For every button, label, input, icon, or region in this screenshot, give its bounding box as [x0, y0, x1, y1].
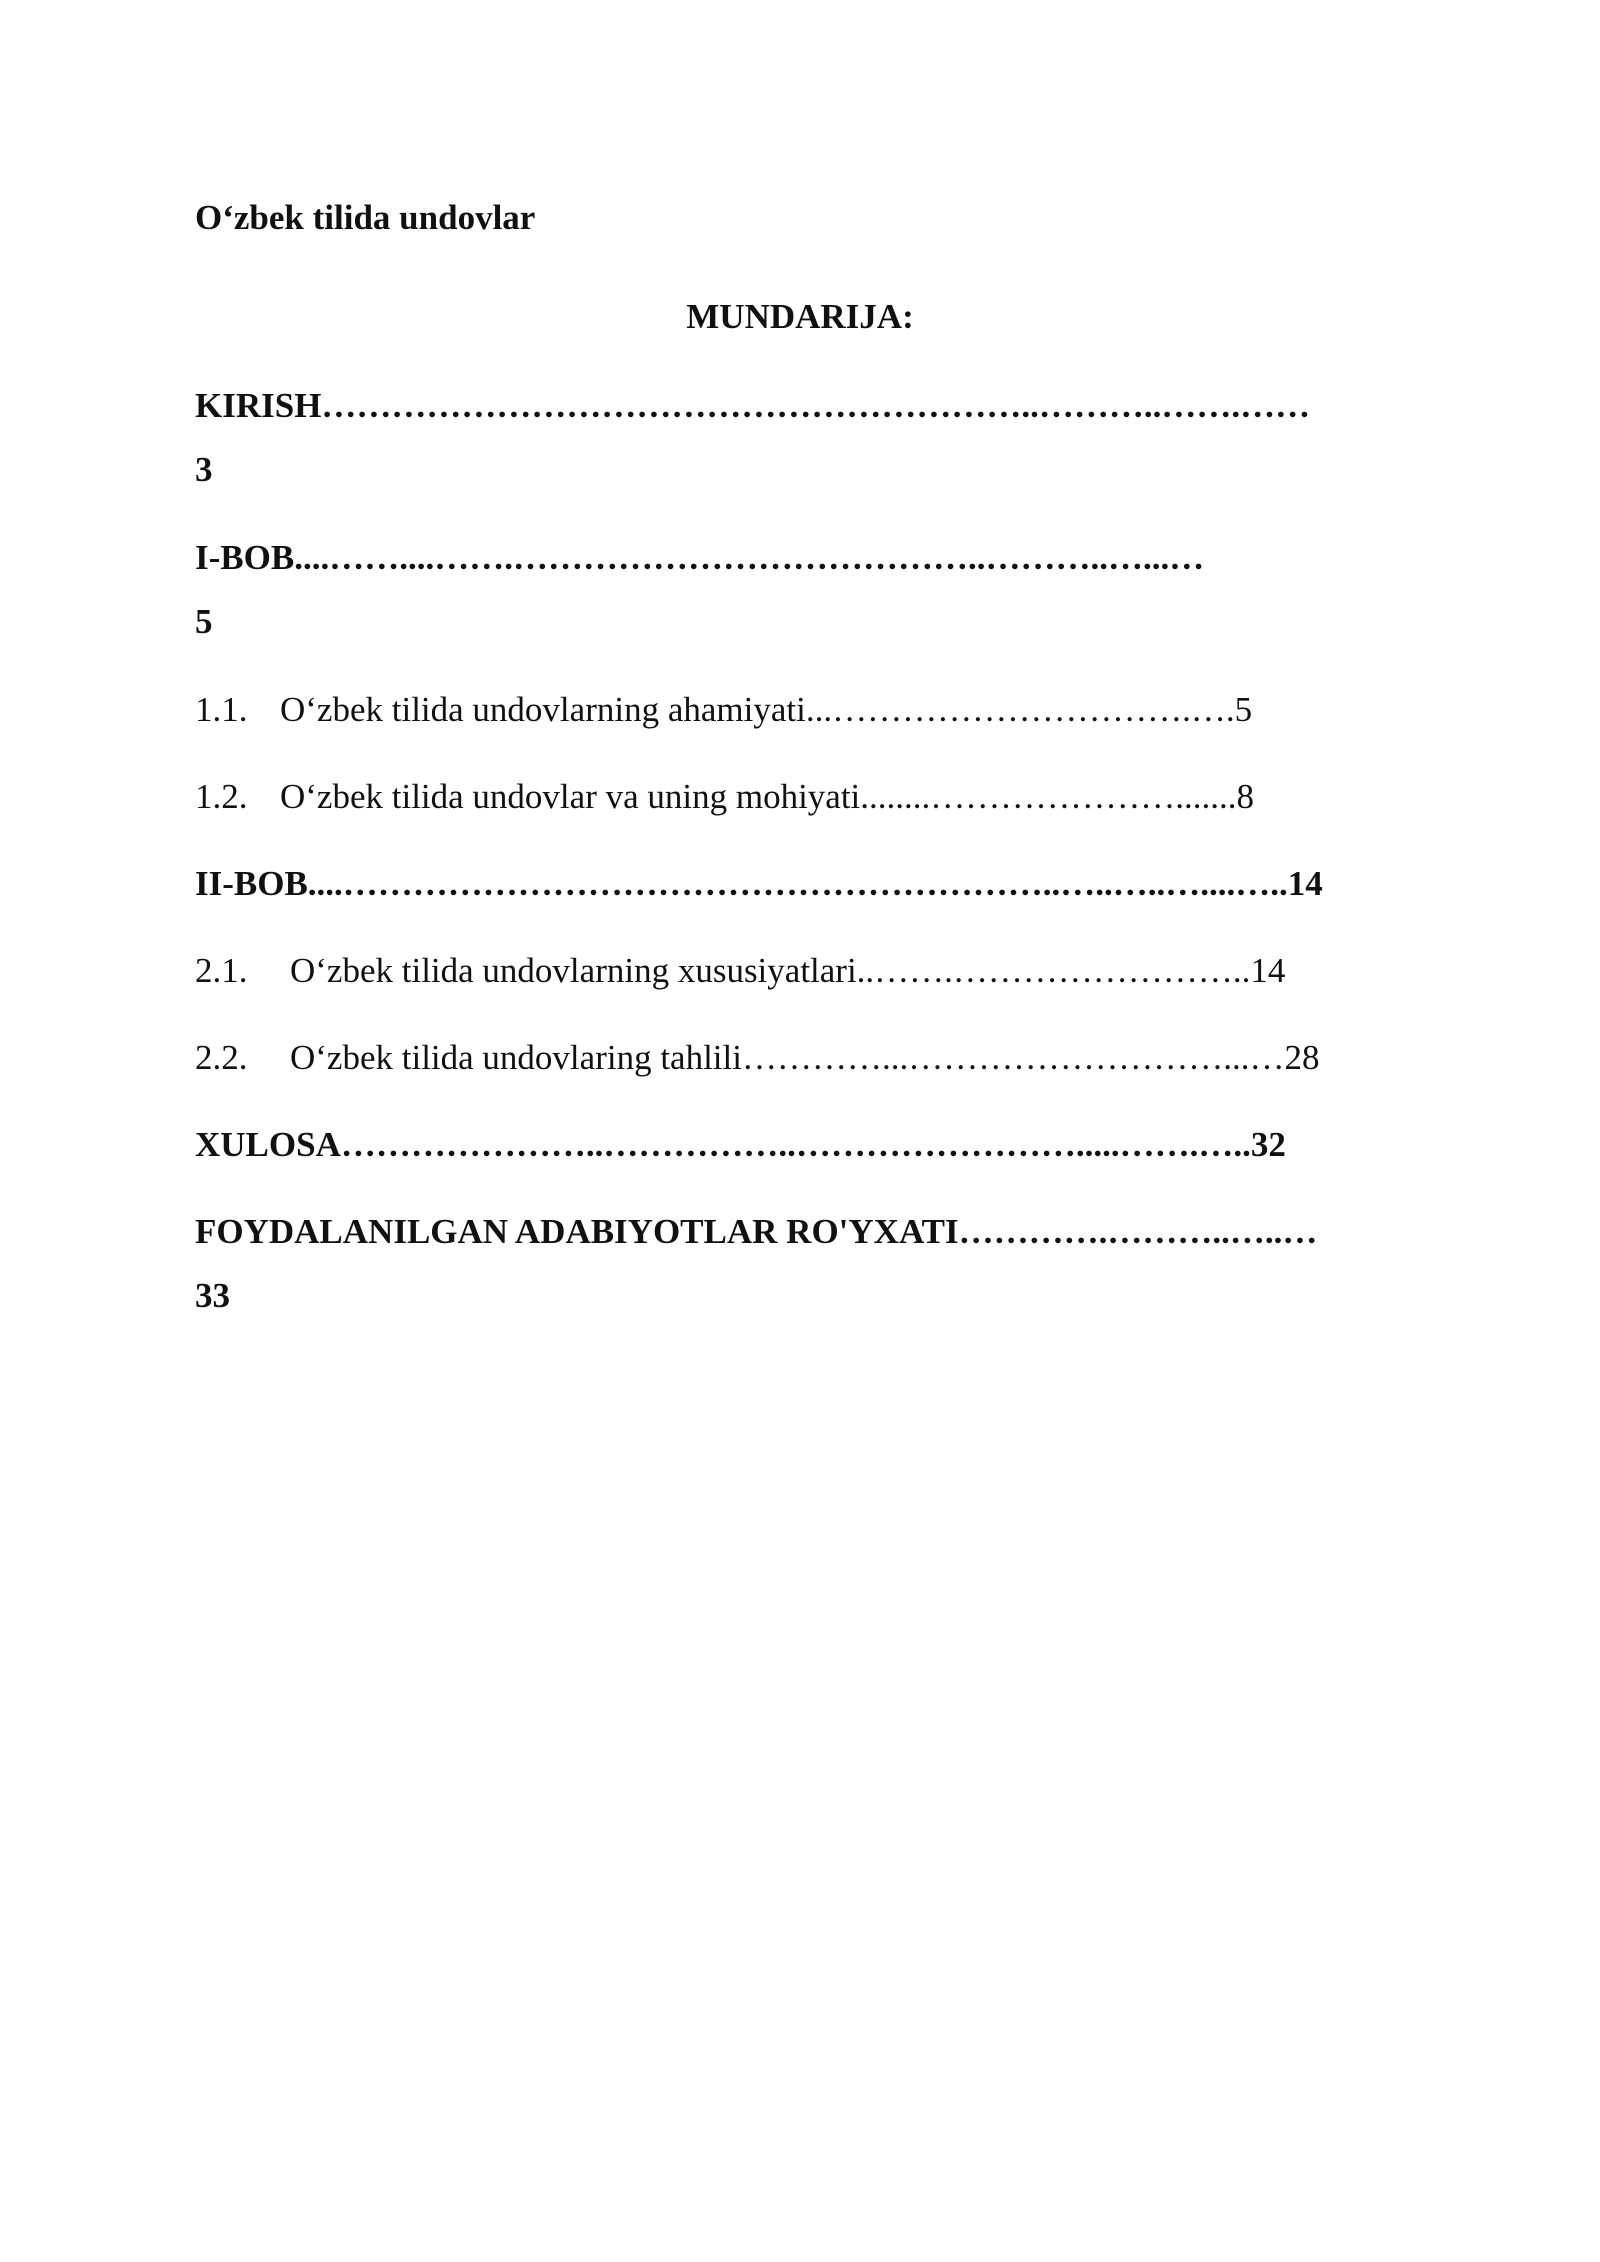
toc-entry-2-1[interactable] [195, 949, 1285, 993]
toc-entry-kirish-page: 3 [195, 450, 213, 489]
toc-entry-label: O‘zbek tilida undovlarning ahamiyati...………………………….….5 [280, 690, 1253, 729]
toc-entry-kirish[interactable]: KIRISH……………………………………………………..………..…….…… [195, 386, 1311, 425]
toc-entry-adabiyotlar-page: 33 [195, 1276, 230, 1315]
toc-entry-number: 2.1. [195, 951, 248, 990]
toc-entry-label: O‘zbek tilida undovlaring tahlili…………...………………………...…28 [290, 1038, 1320, 1077]
toc-entry-number: 1.2. [195, 777, 248, 816]
toc-entry-adabiyotlar[interactable]: FOYDALANILGAN ADABIYOTLAR RO'YXATI………….………..…..… [195, 1212, 1318, 1251]
toc-entry-number: 2.2. [195, 1038, 248, 1077]
toc-entry-number: 1.1. [195, 690, 248, 729]
toc-entry-i-bob-page: 5 [195, 602, 213, 641]
toc-heading: MUNDARIJA: [686, 297, 914, 336]
toc-entry-ii-bob[interactable]: II-BOB....……………………………………………………..…..…..…....…..14 [195, 864, 1323, 903]
toc-entry-i-bob[interactable]: I-BOB....……....…….…………………………………..………..…...… [195, 538, 1205, 577]
toc-entry-label: O‘zbek tilida undovlar va uning mohiyati........………………….......8 [280, 777, 1255, 816]
toc-entry-2-2[interactable] [195, 1036, 1319, 1080]
toc-entry-1-1[interactable] [195, 688, 1252, 732]
toc-entry-xulosa[interactable]: XULOSA…………………..……………..…………………….....…….…..32 [195, 1125, 1286, 1164]
toc-entry-1-2[interactable] [195, 775, 1254, 819]
document-title: O‘zbek tilida undovlar [195, 198, 536, 237]
toc-entry-label: O‘zbek tilida undovlarning xususiyatlari..…….……………………..14 [290, 951, 1286, 990]
